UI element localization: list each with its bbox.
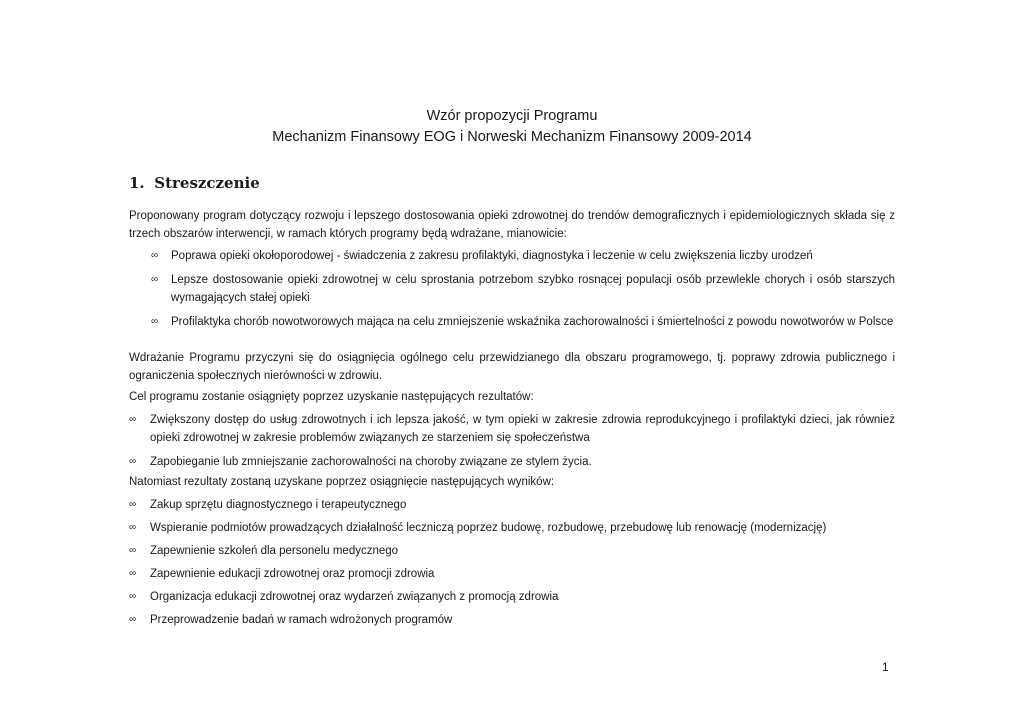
infinity-bullet-icon: ∞ [129, 545, 137, 556]
list-item: ∞ Zapewnienie szkoleń dla personelu medycznego [129, 542, 895, 560]
section-title: Streszczenie [154, 174, 260, 192]
list-item: ∞ Zakup sprzętu diagnostycznego i terapeutycznego [129, 496, 895, 514]
list-item: ∞ Zapewnienie edukacji zdrowotnej oraz promocji zdrowia [129, 565, 895, 583]
title-line-1: Wzór propozycji Programu [426, 108, 598, 124]
results-intro: Cel programu zostanie osiągnięty poprzez uzyskanie następujących rezultatów: [129, 391, 534, 403]
outputs-intro: Natomiast rezultaty zostaną uzyskane poprzez osiągnięcie następujących wyników: [129, 476, 555, 488]
infinity-bullet-icon: ∞ [129, 522, 137, 533]
list-item: ∞ Organizacja edukacji zdrowotnej oraz wydarzeń związanych z promocją zdrowia [129, 588, 895, 606]
section-number: 1. [129, 174, 145, 192]
title-line-2: Mechanizm Finansowy EOG i Norweski Mechanizm Finansowy 2009-2014 [272, 129, 752, 145]
infinity-bullet-icon: ∞ [151, 250, 159, 261]
list-item: ∞ Wspieranie podmiotów prowadzących działalność leczniczą poprzez budowę, rozbudowę, przebudowę lub renowację (modernizację) [129, 519, 895, 537]
page-number: 1 [882, 660, 889, 674]
section-heading [129, 174, 260, 192]
list-item: ∞ Zwiększony dostęp do usług zdrowotnych i ich lepsza jakość, w tym opieki w zakresie zdrowia reprodukcyjnego i profilaktyki dzieci, jak również opieki zdrowotnej w zakresie problemów związanych ze starzeniem się społeczeństwa [129, 411, 895, 447]
outputs-list [129, 496, 895, 629]
list-item: ∞ Zapobieganie lub zmniejszanie zachorowalności na choroby związane ze stylem życia. [129, 453, 895, 471]
infinity-bullet-icon: ∞ [151, 274, 159, 285]
list-item: ∞ Poprawa opieki okołoporodowej - świadczenia z zakresu profilaktyki, diagnostyka i leczenie w celu zwiększenia liczby urodzeń [129, 247, 895, 265]
infinity-bullet-icon: ∞ [129, 591, 137, 602]
intro-paragraph: Proponowany program dotyczący rozwoju i lepszego dostosowania opieki zdrowotnej do trendów demograficznych i epidemiologicznych składa się z trzech obszarów interwencji, w ramach których programy będą wdrażane, mianowicie: [129, 210, 895, 240]
list-item: ∞ Lepsze dostosowanie opieki zdrowotnej w celu sprostania potrzebom szybko rosnącej populacji osób przewlekle chorych i osób starszych wymagających stałej opieki [129, 271, 895, 307]
infinity-bullet-icon: ∞ [129, 456, 137, 467]
objective-paragraph: Wdrażanie Programu przyczyni się do osiągnięcia ogólnego celu przewidzianego dla obszaru programowego, tj. poprawy zdrowia publicznego i ograniczenia społecznych nierówności w zdrowiu. [129, 352, 895, 382]
results-list [129, 411, 895, 471]
infinity-bullet-icon: ∞ [129, 614, 137, 625]
list-item: ∞ Przeprowadzenie badań w ramach wdrożonych programów [129, 611, 895, 629]
infinity-bullet-icon: ∞ [151, 316, 159, 327]
list-item: ∞ Profilaktyka chorób nowotworowych mająca na celu zmniejszenie wskaźnika zachorowalności i śmiertelności z powodu nowotworów w Polsce [129, 313, 895, 331]
infinity-bullet-icon: ∞ [129, 568, 137, 579]
infinity-bullet-icon: ∞ [129, 414, 137, 425]
areas-list [129, 247, 895, 331]
document-title [0, 106, 1024, 148]
infinity-bullet-icon: ∞ [129, 499, 137, 510]
